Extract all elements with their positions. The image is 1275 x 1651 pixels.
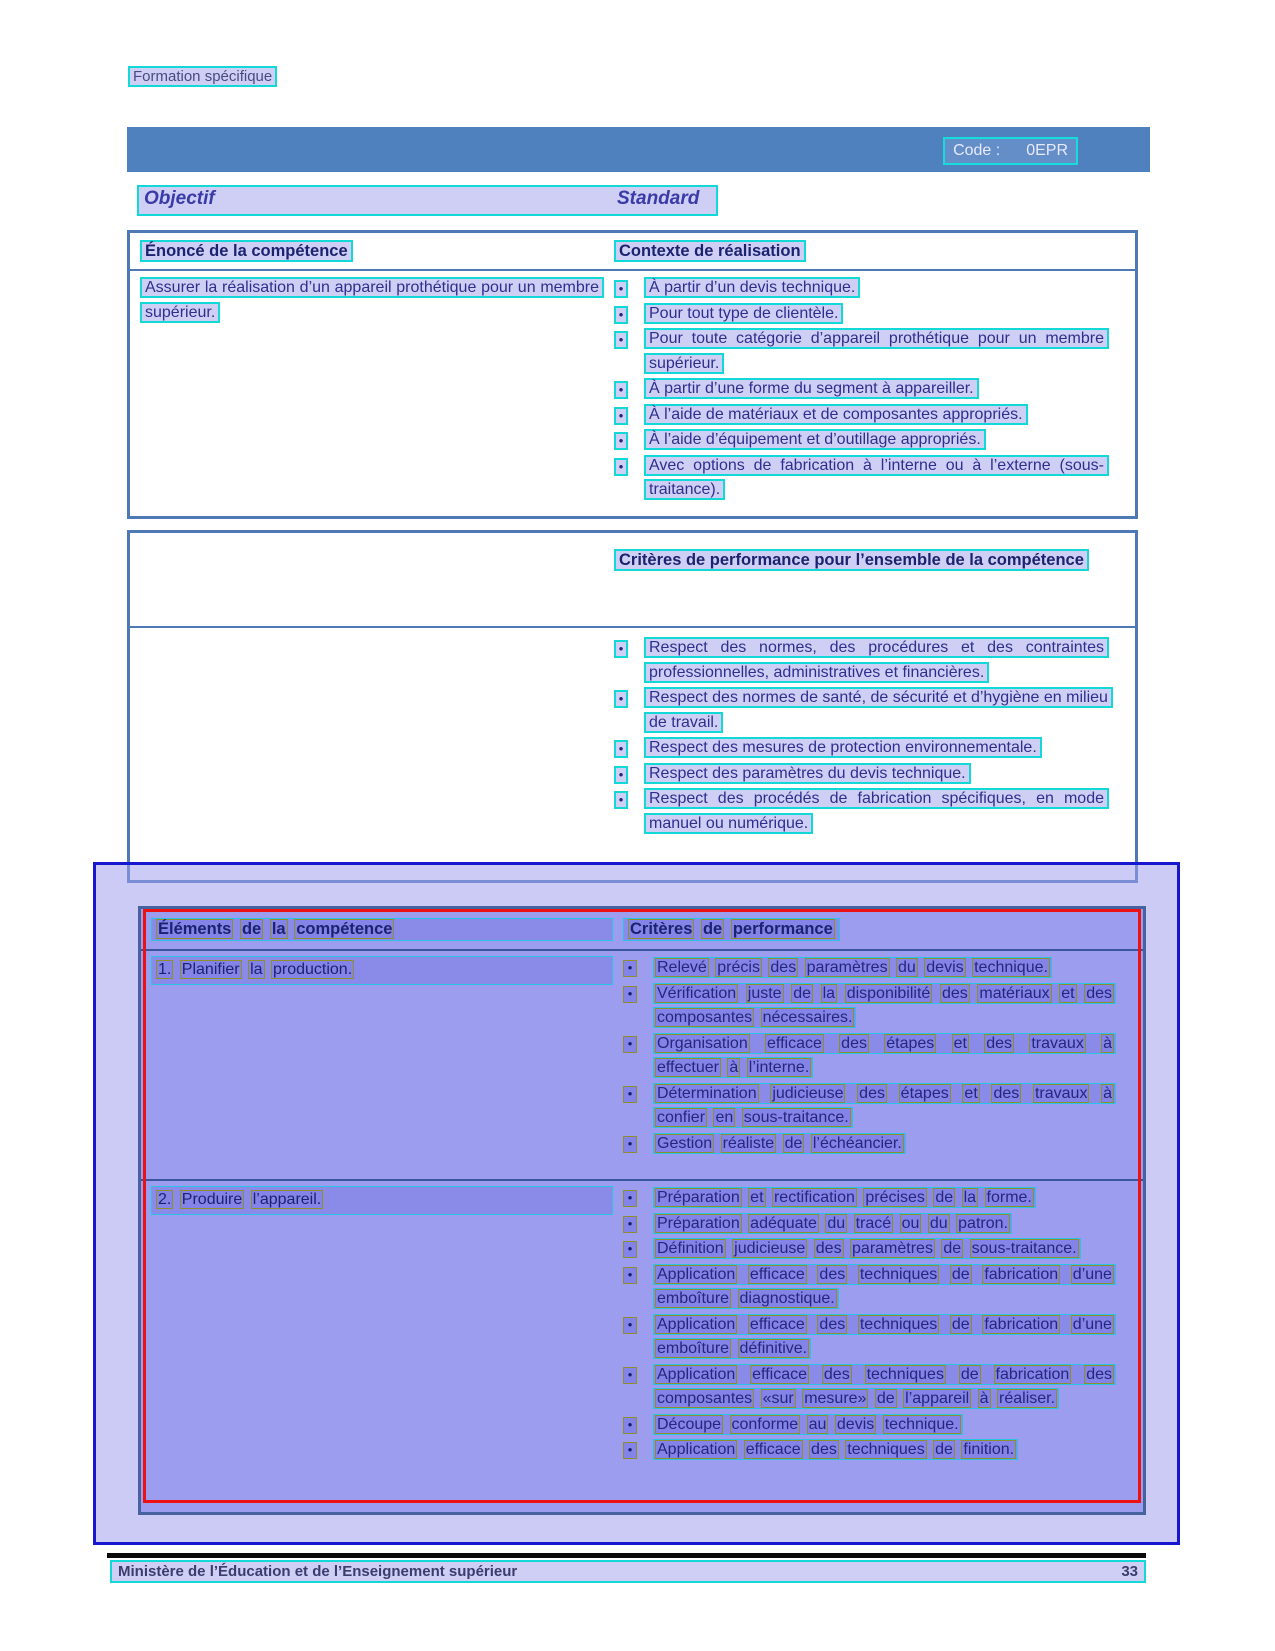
bullet-icon: • [623, 1216, 637, 1233]
table3-col2-header: Critères de performance [623, 918, 840, 941]
list-item [623, 1212, 1117, 1237]
code-box [943, 137, 1078, 165]
competence-statement: Assurer la réalisation d’un appareil prothétique pour un membre supérieur. [140, 277, 604, 323]
item-text: Respect des normes, des procédures et des contraintes professionnelles, administratives et financières. [644, 637, 1109, 683]
bullet-icon: • [623, 1267, 637, 1284]
list-item [623, 1263, 1117, 1312]
table1-body-row [130, 271, 1135, 509]
code-value: 0EPR [1026, 142, 1068, 159]
bullet-icon: • [623, 1317, 637, 1334]
item-text: Respect des mesures de protection environnementale. [644, 737, 1042, 758]
element-1-label: 1. Planifier la production. [151, 956, 613, 985]
context-list [614, 276, 1109, 503]
list-item [623, 1313, 1117, 1362]
item-text: Gestion réaliste de l’échéancier. [653, 1133, 906, 1154]
list-item [614, 302, 1109, 327]
table-enonce-contexte [127, 230, 1138, 519]
bullet-icon: • [614, 791, 628, 809]
table3-row-1 [141, 951, 1143, 1181]
bullet-icon: • [614, 740, 628, 758]
list-item [623, 1132, 1117, 1157]
bullet-icon: • [614, 331, 628, 349]
list-item [623, 1032, 1117, 1081]
item-text: À partir d’une forme du segment à appareiller. [644, 378, 979, 399]
list-item [614, 377, 1109, 402]
list-item [614, 636, 1109, 685]
bullet-icon: • [614, 640, 628, 658]
item-text: Respect des paramètres du devis technique. [644, 763, 971, 784]
item-text: Respect des procédés de fabrication spécifiques, en mode manuel ou numérique. [644, 788, 1109, 834]
item-text: Application efficace des techniques de fabrication d’une emboîture définitive. [653, 1314, 1116, 1360]
page-number: 33 [1121, 1563, 1138, 1580]
bullet-icon: • [614, 432, 628, 450]
item-text: Pour tout type de clientèle. [644, 303, 843, 324]
list-item [623, 982, 1117, 1031]
list-item [614, 428, 1109, 453]
list-item [623, 1237, 1117, 1262]
bullet-icon: • [623, 960, 637, 977]
footer-rule [107, 1553, 1146, 1558]
bullet-icon: • [623, 1417, 637, 1434]
table3-col1-header: Éléments de la compétence [151, 918, 613, 941]
bullet-icon: • [614, 690, 628, 708]
list-item [623, 1413, 1117, 1438]
bullet-icon: • [614, 458, 628, 476]
table1-col2-header: Contexte de réalisation [614, 240, 806, 262]
bullet-icon: • [614, 280, 628, 298]
list-item [614, 327, 1109, 376]
item-text: Respect des normes de santé, de sécurité et d’hygiène en milieu de travail. [644, 687, 1113, 733]
item-text: Organisation efficace des étapes et des travaux à effectuer à l’interne. [653, 1033, 1116, 1079]
bullet-icon: • [623, 1442, 637, 1459]
bullet-icon: • [623, 1190, 637, 1207]
bullet-icon: • [614, 766, 628, 784]
table2-body-row [130, 628, 1135, 842]
list-item [614, 686, 1109, 735]
list-item [614, 787, 1109, 836]
item-text: Préparation adéquate du tracé ou du patron. [653, 1213, 1012, 1234]
code-label: Code : [953, 142, 1001, 159]
item-text: Application efficace des techniques de finition. [653, 1439, 1018, 1460]
element-2-label: 2. Produire l’appareil. [151, 1186, 613, 1215]
item-text: Avec options de fabrication à l’interne ou à l’externe (sous-traitance). [644, 455, 1109, 501]
item-text: Vérification juste de la disponibilité des matériaux et des composantes nécessaires. [653, 983, 1116, 1029]
bullet-icon: • [614, 306, 628, 324]
table-criteres-ensemble [127, 530, 1138, 883]
table1-header-row [130, 233, 1135, 271]
criteria-ensemble-list [614, 636, 1109, 836]
formation-label: Formation spécifique [128, 66, 277, 87]
bullet-icon: • [623, 986, 637, 1003]
bullet-icon: • [614, 407, 628, 425]
criteria-list-1 [623, 956, 1117, 1156]
footer-text: Ministère de l’Éducation et de l’Enseignement supérieur [118, 1563, 518, 1580]
item-text: Définition judicieuse des paramètres de sous-traitance. [653, 1238, 1081, 1259]
title-banner [127, 127, 1150, 172]
standard-heading: Standard [617, 188, 700, 209]
list-item [623, 1363, 1117, 1412]
section-headings-bar [137, 185, 718, 216]
item-text: À l’aide d’équipement et d’outillage appropriés. [644, 429, 986, 450]
list-item [614, 762, 1109, 787]
list-item [614, 736, 1109, 761]
bullet-icon: • [623, 1367, 637, 1384]
item-text: Préparation et rectification précises de la forme. [653, 1187, 1036, 1208]
bullet-icon: • [623, 1036, 637, 1053]
bullet-icon: • [623, 1086, 637, 1103]
list-item [614, 276, 1109, 301]
list-item [623, 1082, 1117, 1131]
overlay-selection [93, 862, 1180, 1545]
list-item [614, 403, 1109, 428]
item-text: Application efficace des techniques de fabrication des composantes «sur mesure» de l’appareil à réaliser. [653, 1364, 1116, 1410]
footer-bar [110, 1560, 1146, 1583]
item-text: À partir d’un devis technique. [644, 277, 860, 298]
table2-col2-header: Critères de performance pour l’ensemble de la compétence [614, 549, 1089, 571]
criteria-list-2 [623, 1186, 1117, 1463]
list-item [623, 956, 1117, 981]
item-text: Détermination judicieuse des étapes et des travaux à confier en sous-traitance. [653, 1083, 1116, 1129]
list-item [614, 454, 1109, 503]
objectif-heading: Objectif [144, 188, 215, 209]
bullet-icon: • [623, 1136, 637, 1153]
table3-row-2 [141, 1181, 1143, 1499]
list-item [623, 1438, 1117, 1463]
table-elements-criteres [138, 906, 1146, 1515]
bullet-icon: • [614, 381, 628, 399]
item-text: À l’aide de matériaux et de composantes appropriés. [644, 404, 1028, 425]
item-text: Pour toute catégorie d’appareil prothétique pour un membre supérieur. [644, 328, 1109, 374]
bullet-icon: • [623, 1241, 637, 1258]
table1-col1-header: Énoncé de la compétence [140, 240, 353, 262]
table3-header-row [141, 909, 1143, 951]
item-text: Relevé précis des paramètres du devis technique. [653, 957, 1052, 978]
list-item [623, 1186, 1117, 1211]
item-text: Application efficace des techniques de fabrication d’une emboîture diagnostique. [653, 1264, 1116, 1310]
item-text: Découpe conforme au devis technique. [653, 1414, 963, 1435]
